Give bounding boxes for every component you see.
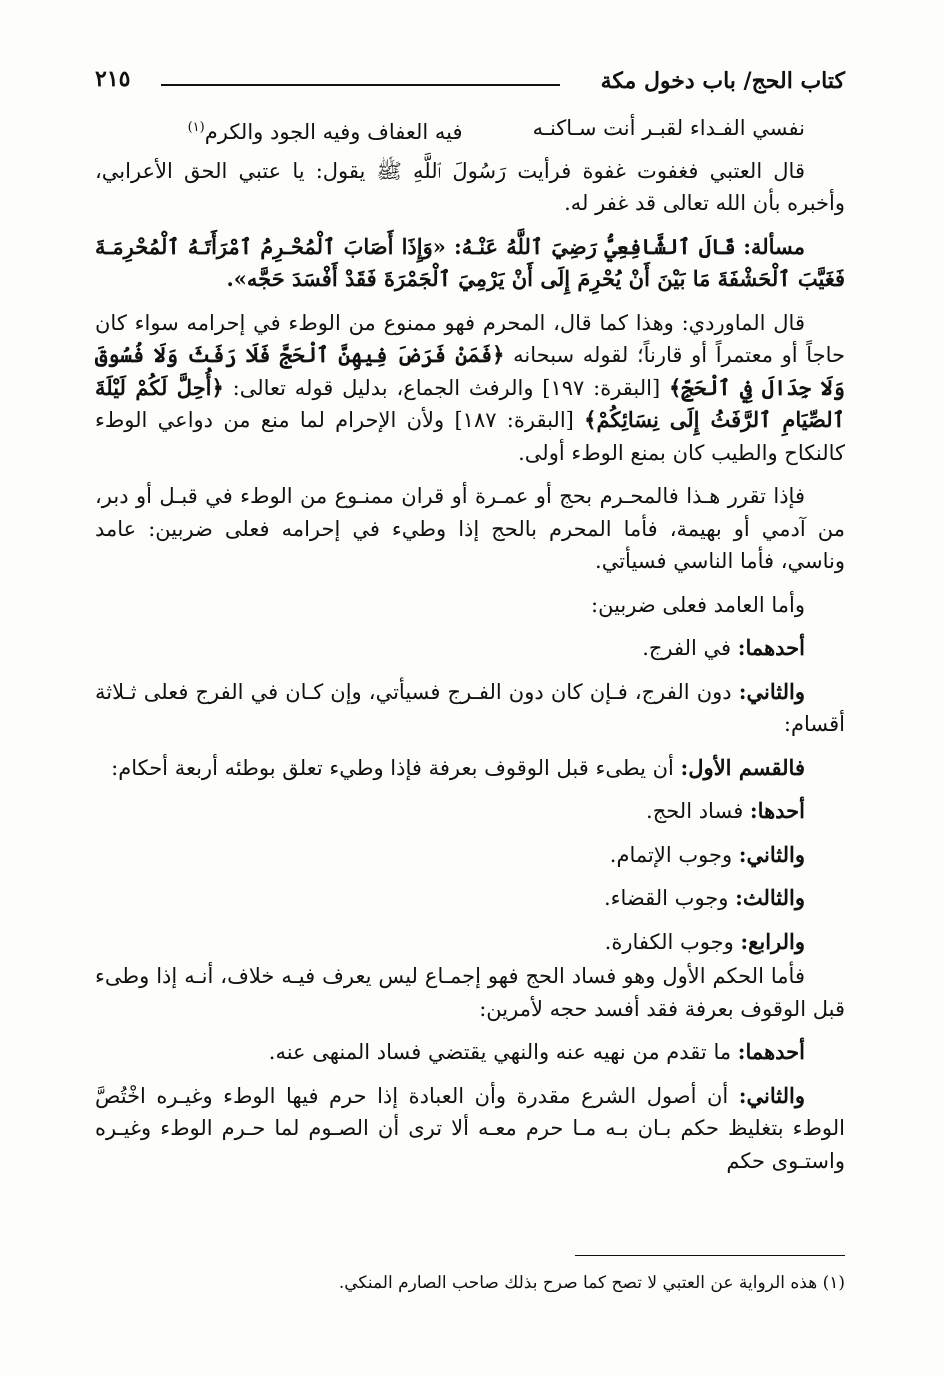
item-first xyxy=(95,632,845,665)
ruling-3 xyxy=(95,882,805,915)
verse-hemistich-2: فيه العفاف وفيه الجود والكرم$^{(١)}$ xyxy=(187,120,463,144)
poem-verse xyxy=(95,112,805,149)
reason-text: أن أصول الشرع مقدرة وأن العبادة إذا حرم فيها الوطء وغيـره اخْتُصَّ الوطء بتغليظ حكم بـان بـه مـا حرم معـه ألا ترى أن الصـوم لما حـرم الوطء وغيـره واستـوى حكم xyxy=(95,1083,845,1173)
ruling-2 xyxy=(95,839,805,872)
header-rule xyxy=(161,84,560,86)
reason-label: والثاني: xyxy=(738,1082,805,1108)
footnote-ref: (١) xyxy=(187,120,205,135)
reason-label: أحدهما: xyxy=(737,1039,805,1064)
footnote-number: (١) xyxy=(822,1273,845,1293)
ruling-text: وجوب الإتمام. xyxy=(609,842,733,867)
footnote-text: هذه الرواية عن العتبي لا تصح كما صرح بذلك صاحب الصارم المنكي. xyxy=(338,1273,818,1293)
ruling-1 xyxy=(95,795,805,828)
ruling-4 xyxy=(95,926,805,959)
masala-paragraph xyxy=(95,231,845,296)
masala-speaker: قَالَ ٱلشَّافِعِيُّ xyxy=(604,233,736,259)
verse-hemistich-1: نفسي الفـداء لقبـر أنت سـاكنـه xyxy=(532,116,805,140)
ruling-text: وجوب القضاء. xyxy=(603,886,729,910)
quran-quote-1: ﴿فَمَنْ فَرَضَ فِيهِنَّ ٱلْحَجَّ فَلَا رَفَثَ وَلَا فُسُوقَ وَلَا جِدَالَ فِي ٱلْحَجِّ﴾ xyxy=(95,342,845,400)
footnote-rule xyxy=(575,1255,845,1256)
page-number: ٢١٥ xyxy=(95,66,131,92)
paragraph-first-ruling: فأما الحكم الأول وهو فساد الحج فهو إجمـاع ليس يعرف فيـه خلاف، أنـه إذا وطىء قبل الوقوف بعرفة فقد أفسد حجه لأمرين: xyxy=(95,964,845,1021)
reason-second xyxy=(95,1080,845,1178)
mawardi-text-1: قال الماوردي: وهذا كما قال، المحرم فهو ممنوع من الوطء في إحرامه سواء كان حاجاً أو معتمراً أو قارناً؛ لقوله سبحانه xyxy=(95,310,845,367)
mawardi-text-3: [البقرة: ١٨٧] ولأن الإحرام لما منع من دواعي الوطء كالنكاح والطيب كان بمنع الوطء أولى. xyxy=(95,408,845,465)
footnote xyxy=(95,1270,845,1296)
mawardi-text-2: [البقرة: ١٩٧] والرفث الجماع، بدليل قوله تعالى: xyxy=(232,375,661,400)
masala-label: مسألة: xyxy=(743,233,805,259)
ruling-label: أحدها: xyxy=(749,798,805,823)
section-text: أن يطىء قبل الوقوف بعرفة فإذا وطيء تعلق بوطئه أربعة أحكام: xyxy=(111,755,674,780)
reason-text: ما تقدم من نهيه عنه والنهي يقتضي فساد المنهى عنه. xyxy=(268,1040,732,1064)
reason-first xyxy=(95,1036,845,1069)
section-first xyxy=(95,752,845,785)
paragraph-intentional: وأما العامد فعلى ضربين: xyxy=(591,592,805,617)
ruling-label: والرابع: xyxy=(740,928,805,954)
page-body xyxy=(95,112,845,1188)
ruling-label: والثالث: xyxy=(735,885,805,910)
masala-text: رَضِيَ ٱللَّهُ عَنْـهُ: «وَإِذَا أَصَابَ ٱلْمُحْـرِمُ ٱمْرَأَتَـهُ ٱلْمُحْرِمَـةَ فَغَيَّبَ ٱلْحَشْفَةَ مَا بَيْنَ أَنْ يُحْرِمَ إِلَى أَنْ يَرْمِيَ ٱلْجَمْرَةَ فَقَدْ أَفْسَدَ حَجَّه». xyxy=(95,233,845,291)
item-label: أحدهما: xyxy=(737,635,805,660)
ruling-text: فساد الحج. xyxy=(646,799,744,823)
running-title: كتاب الحج/ باب دخول مكة xyxy=(600,68,845,94)
paragraph-utbi: قال العتبي فغفوت غفوة فرأيت رَسُولَ ٱللَّهِ ﷺ يقول: يا عتبي الحق الأعرابي، وأخبره بأن الله تعالى قد غفر له. xyxy=(95,158,845,215)
paragraph-mawardi xyxy=(95,307,845,470)
ruling-text: وجوب الكفارة. xyxy=(604,929,734,954)
item-text: في الفرج. xyxy=(642,636,732,660)
paragraph-categories: فإذا تقرر هـذا فالمحـرم بحج أو عمـرة أو قران ممنـوع من الوطء في قبـل أو دبر، من آدمي أو بهيمة، فأما المحرم بالحج إذا وطيء في إحرامه فعلى ضربين: عامد وناسي، فأما الناسي فسيأتي. xyxy=(95,484,845,573)
item-label: والثاني: xyxy=(738,678,805,704)
section-label: فالقسم الأول: xyxy=(680,754,805,780)
item-second xyxy=(95,676,845,741)
ruling-label: والثاني: xyxy=(738,841,805,867)
item-text: دون الفرج، فـإن كان دون الفـرج فسيأتي، وإن كـان في الفرج فعلى ثـلاثة أقسام: xyxy=(95,679,845,736)
quran-quote-2: ﴿أُحِلَّ لَكُمْ لَيْلَةَ ٱلصِّيَامِ ٱلرَّفَثُ إِلَى نِسَائِكُمْ﴾ xyxy=(95,374,845,432)
page-header xyxy=(95,62,845,102)
